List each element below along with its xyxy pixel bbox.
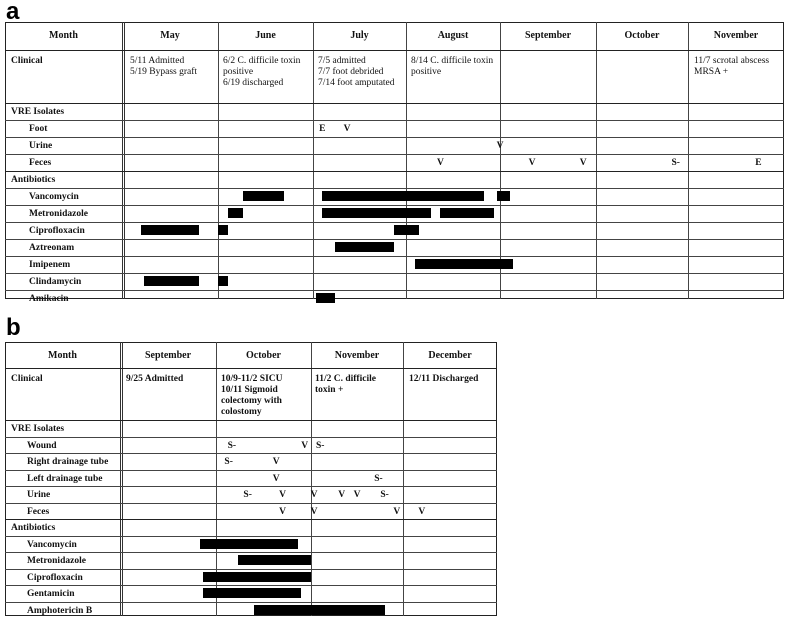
panel_b-row-divider (5, 569, 497, 570)
panel_a-therapy-bar (497, 191, 510, 201)
panel_b-vre-isolate-mark: S- (243, 490, 252, 500)
panel_b-col-divider (403, 342, 404, 616)
panel_b-vre-isolate-mark: V (301, 440, 309, 451)
panel_a-vre-section-label: VRE Isolates (11, 107, 65, 117)
panel_a-antibiotic-label: Clindamycin (29, 277, 82, 287)
panel_b-row-divider (5, 453, 497, 454)
panel_a-antibiotics-section-label: Antibiotics (11, 175, 56, 185)
panel_a-row-divider (5, 154, 784, 155)
panel_a-header-month-label: Month (49, 30, 78, 41)
panel_a-therapy-bar (440, 208, 493, 218)
panel_a-vre-isolate-mark: V (343, 124, 351, 134)
panel_b-therapy-bar (238, 555, 311, 565)
panel_b-vre-isolate-mark: V (279, 490, 286, 500)
panel_a-therapy-bar (335, 242, 394, 252)
panel_b-therapy-bar (203, 588, 301, 598)
panel_b-vre-isolate-mark: V (353, 490, 361, 500)
panel_b-vre-row-label: Urine (27, 490, 51, 500)
panel_a-vre-isolate-mark: V (528, 158, 536, 168)
panel_a-row-divider (5, 188, 784, 189)
panel_a-clinical-note: 6/2 C. difficile toxin positive 6/19 discharged (223, 56, 301, 88)
panel_b-therapy-bar (203, 572, 311, 582)
panel_a-col-divider (406, 22, 407, 299)
panel_b-month-header: November (334, 350, 380, 361)
panel_b-row-divider (5, 503, 497, 504)
panel_b-vre-row-label: Right drainage tube (27, 457, 109, 467)
panel_a-row-divider (5, 171, 784, 172)
panel_a-therapy-bar (415, 259, 512, 269)
panel_a-row-divider (5, 120, 784, 121)
panel_a-antibiotic-label: Metronidazole (29, 209, 88, 219)
panel_b-clinical-note: 12/11 Discharged (409, 374, 479, 384)
panel_a-therapy-bar (322, 208, 431, 218)
panel_a-antibiotic-label: Imipenem (29, 260, 71, 270)
panel_b-vre-isolate-mark: V (310, 490, 318, 500)
panel_b-vre-isolate-mark: S- (315, 440, 325, 451)
panel_b-vre-section-label: VRE Isolates (11, 424, 65, 434)
panel_a-month-header: June (255, 30, 276, 41)
panel_b-vre-isolate-mark: V (272, 457, 280, 467)
panel_b-vre-isolate-mark: V (279, 506, 286, 517)
panel_a-vre-row-label: Urine (29, 141, 53, 151)
panel_b-vre-isolate-mark: S- (224, 457, 233, 467)
panel_a-row-divider (5, 50, 784, 51)
panel_a-col-divider (122, 22, 128, 299)
panel_b-vre-isolate-mark: S- (374, 473, 383, 484)
panel_b-vre-isolate-mark: V (338, 490, 346, 500)
panel_b-month-header: October (246, 350, 281, 361)
panel_b-row-divider (5, 519, 497, 520)
panel_a-clinical-note: 5/11 Admitted 5/19 Bypass graft (130, 56, 198, 77)
panel_a-clinical-label: Clinical (11, 56, 43, 66)
panel_a-row-divider (5, 103, 784, 104)
panel_b-row-divider (5, 536, 497, 537)
panel_a-row-divider (5, 256, 784, 257)
panel_a-row-divider (5, 290, 784, 291)
panel_a-month-header: October (624, 30, 660, 41)
panel_a-vre-isolate-mark: V (496, 141, 504, 151)
panel_b-therapy-bar (200, 539, 298, 549)
panel_a-col-divider (218, 22, 219, 299)
panel-b-label: b (6, 314, 21, 341)
panel_a-vre-isolate-mark: E (755, 158, 762, 168)
panel_b-vre-isolate-mark: V (418, 506, 426, 517)
panel_a-antibiotic-label: Aztreonam (29, 243, 75, 253)
panel_a-vre-isolate-mark: E (319, 124, 326, 134)
panel_b-row-divider (5, 602, 497, 603)
panel_a-antibiotic-label: Amikacin (29, 294, 69, 304)
panel_a-clinical-note: 7/5 admitted 7/7 foot debrided 7/14 foot amputated (318, 56, 395, 88)
panel_b-row-divider (5, 420, 497, 421)
panel_b-antibiotics-section-label: Antibiotics (11, 523, 56, 533)
panel_b-vre-isolate-mark: S- (380, 490, 389, 500)
panel_a-row-divider (5, 239, 784, 240)
panel_a-therapy-bar (322, 191, 484, 201)
panel_b-antibiotic-label: Vancomycin (27, 539, 77, 550)
panel_b-vre-row-label: Feces (27, 506, 50, 517)
panel_b-therapy-bar (254, 605, 385, 615)
panel_a-month-header: July (350, 30, 369, 41)
panel_b-row-divider (5, 585, 497, 586)
panel_b-vre-row-label: Wound (27, 440, 57, 451)
panel_a-month-header: September (524, 30, 572, 41)
panel_b-month-header: December (428, 350, 472, 361)
panel_a-therapy-bar (144, 276, 198, 286)
panel_a-therapy-bar (218, 225, 228, 235)
panel_b-antibiotic-label: Gentamicin (27, 589, 75, 599)
panel_a-clinical-note: 8/14 C. difficile toxin positive (411, 56, 494, 77)
panel_a-vre-isolate-mark: V (579, 158, 587, 168)
panel_b-clinical-note: 10/9-11/2 SICU 10/11 Sigmoid colectomy with colostomy (221, 374, 283, 417)
panel_a-therapy-bar (228, 208, 244, 218)
panel_b-vre-isolate-mark: V (393, 506, 401, 517)
panel_a-row-divider (5, 137, 784, 138)
panel_b-row-divider (5, 470, 497, 471)
panel_a-therapy-bar (243, 191, 284, 201)
panel_a-therapy-bar (394, 225, 419, 235)
panel_b-clinical-note: 9/25 Admitted (126, 374, 184, 384)
panel_a-col-divider (313, 22, 314, 299)
panel_b-col-divider (311, 342, 312, 616)
panel_a-vre-isolate-mark: S- (671, 158, 680, 168)
panel_a-vre-row-label: Foot (29, 124, 48, 134)
panel_b-antibiotic-label: Amphotericin B (27, 605, 93, 616)
panel_a-month-header: May (160, 30, 180, 41)
panel-a-label: a (6, 0, 20, 25)
panel_a-therapy-bar (218, 276, 228, 286)
panel_b-row-divider (5, 486, 497, 487)
panel_a-clinical-note: 11/7 scrotal abscess MRSA + (694, 56, 770, 77)
panel_b-vre-isolate-mark: V (310, 506, 318, 517)
panel_b-clinical-note: 11/2 C. difficile toxin + (315, 374, 376, 395)
panel_a-therapy-bar (141, 225, 199, 235)
panel_b-row-divider (5, 552, 497, 553)
panel_b-vre-row-label: Left drainage tube (27, 473, 103, 484)
panel_a-antibiotic-label: Vancomycin (29, 192, 79, 202)
panel_a-row-divider (5, 273, 784, 274)
panel_a-col-divider (596, 22, 597, 299)
panel_b-row-divider (5, 437, 497, 438)
panel_a-row-divider (5, 222, 784, 223)
panel_b-clinical-label: Clinical (11, 374, 43, 384)
panel_a-vre-isolate-mark: V (437, 158, 444, 168)
panel_a-month-header: August (437, 30, 469, 41)
panel_a-month-header: November (713, 30, 759, 41)
panel_b-row-divider (5, 368, 497, 369)
panel_b-month-header: September (144, 350, 192, 361)
panel_a-row-divider (5, 205, 784, 206)
panel_b-vre-isolate-mark: S- (227, 440, 237, 451)
panel_a-vre-row-label: Feces (29, 158, 52, 168)
panel_a-col-divider (500, 22, 501, 299)
panel_b-header-month-label: Month (48, 350, 77, 361)
panel_a-col-divider (688, 22, 689, 299)
panel_a-therapy-bar (316, 293, 335, 303)
panel_a-antibiotic-label: Ciprofloxacin (29, 226, 85, 236)
panel_b-vre-isolate-mark: V (272, 473, 280, 484)
panel_b-antibiotic-label: Metronidazole (27, 556, 86, 566)
panel_b-antibiotic-label: Ciprofloxacin (27, 572, 83, 583)
